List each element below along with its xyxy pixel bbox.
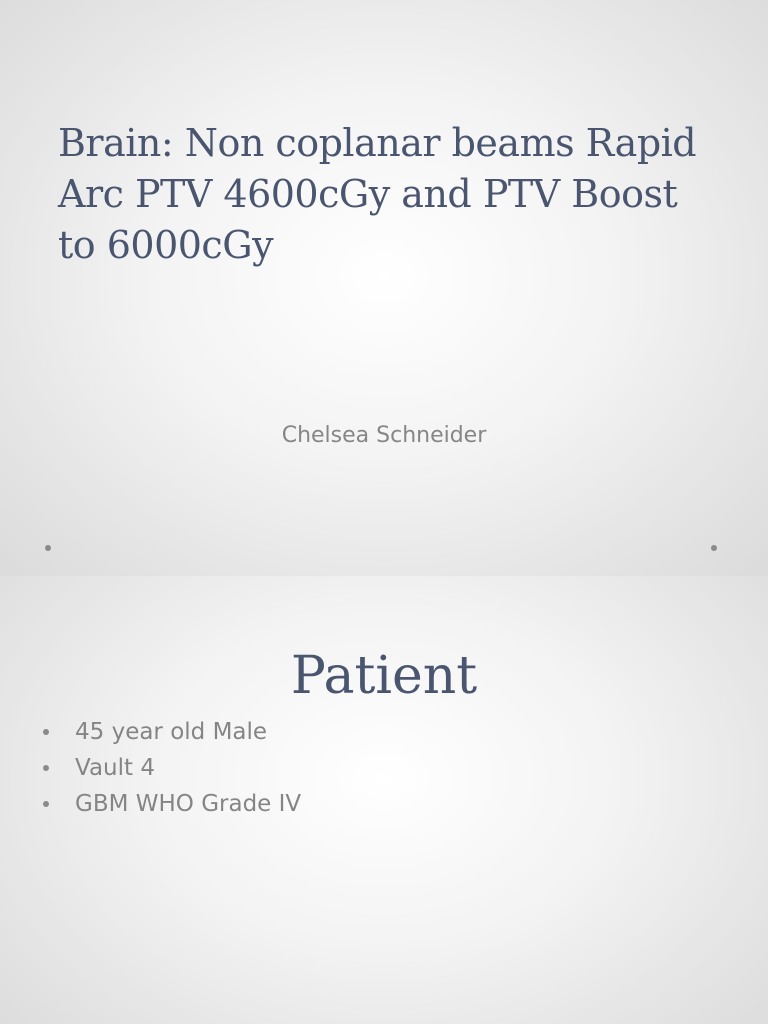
bullet-dot-icon [711,545,717,551]
list-item [40,714,301,750]
patient-slide [0,576,768,1024]
bullet-dot-icon [43,729,49,735]
bullet-list [40,714,301,822]
list-item [40,786,301,822]
list-item-text: GBM WHO Grade IV [75,791,302,817]
bullet-dot-icon [43,801,49,807]
slide-title: Brain: Non coplanar beams Rapid Arc PTV 4600cGy and PTV Boost to 6000cGy [58,121,697,267]
bullet-dot-icon [43,765,49,771]
slide-title: Patient [290,646,478,706]
presenter-name: Chelsea Schneider [281,423,487,448]
list-item [40,750,301,786]
list-item-text: 45 year old Male [75,719,268,745]
bullet-dot-icon [45,545,51,551]
list-item-text: Vault 4 [75,755,155,781]
